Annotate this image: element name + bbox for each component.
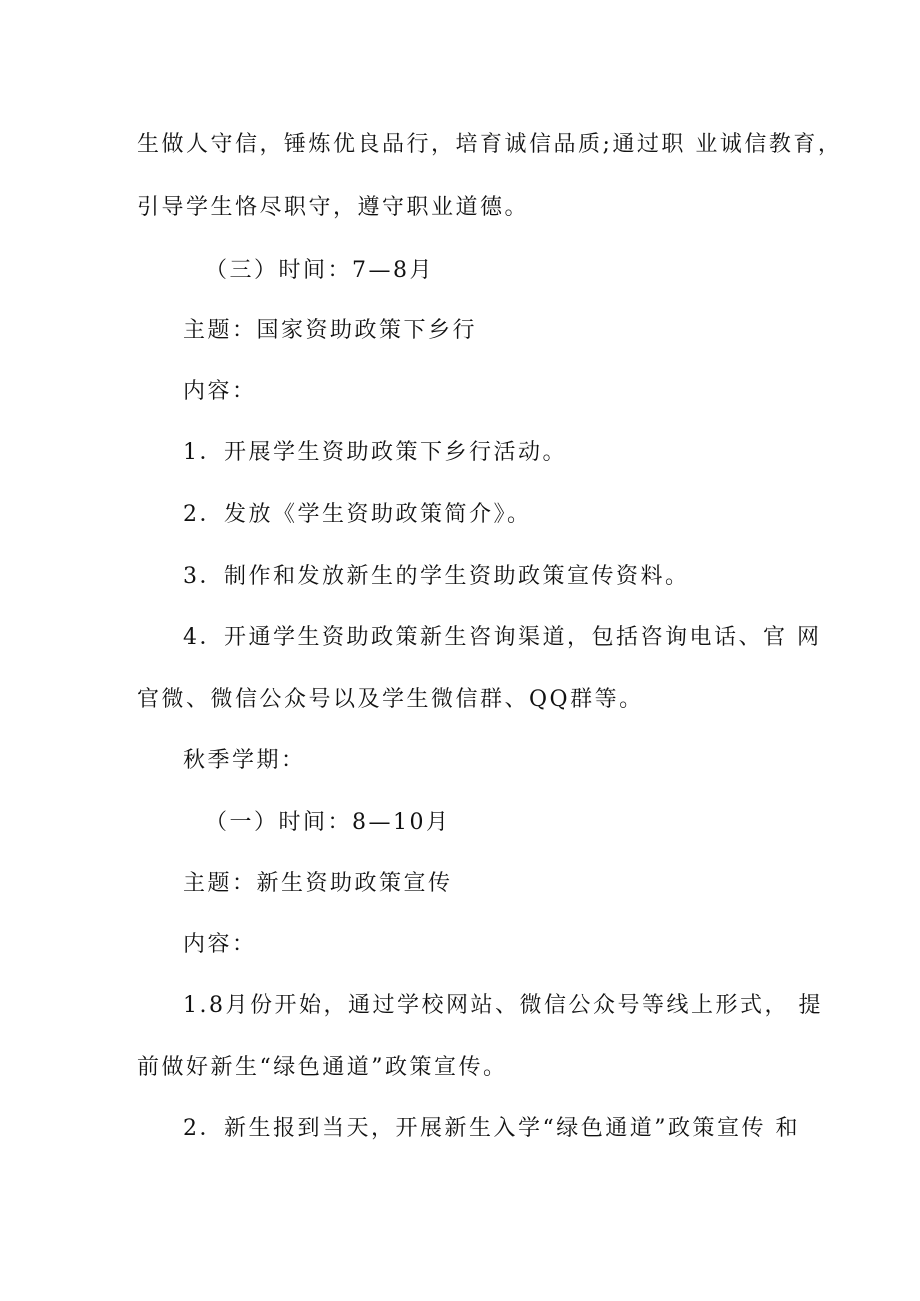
list-item: 3．制作和发放新生的学生资助政策宣传资料。	[183, 564, 690, 589]
section-heading: （一）时间：8—10月	[205, 810, 451, 835]
content-label: 内容：	[183, 932, 257, 957]
theme-line: 主题：国家资助政策下乡行	[183, 318, 478, 343]
list-item: 1．开展学生资助政策下乡行活动。	[183, 440, 567, 465]
list-item: 4．开通学生资助政策新生咨询渠道，包括咨询电话、官 网	[183, 625, 822, 650]
list-item: 1.8月份开始，通过学校网站、微信公众号等线上形式， 提	[183, 993, 823, 1018]
content-label: 内容：	[183, 379, 257, 404]
paragraph-line: 前做好新生“绿色通道”政策宣传。	[137, 1055, 508, 1080]
paragraph-line: 官微、微信公众号以及学生微信群、QQ群等。	[137, 687, 644, 712]
paragraph-line: 引导学生恪尽职守，遵守职业道德。	[137, 195, 530, 220]
list-item: 2．发放《学生资助政策简介》。	[183, 502, 532, 527]
semester-heading: 秋季学期：	[183, 748, 306, 773]
paragraph-line: 生做人守信，锤炼优良品行，培育诚信品质;通过职 业诚信教育，	[137, 132, 843, 157]
list-item: 2．新生报到当天，开展新生入学“绿色通道”政策宣传 和	[183, 1116, 800, 1141]
theme-line: 主题：新生资助政策宣传	[183, 871, 453, 896]
section-heading: （三）时间：7—8月	[205, 258, 434, 283]
